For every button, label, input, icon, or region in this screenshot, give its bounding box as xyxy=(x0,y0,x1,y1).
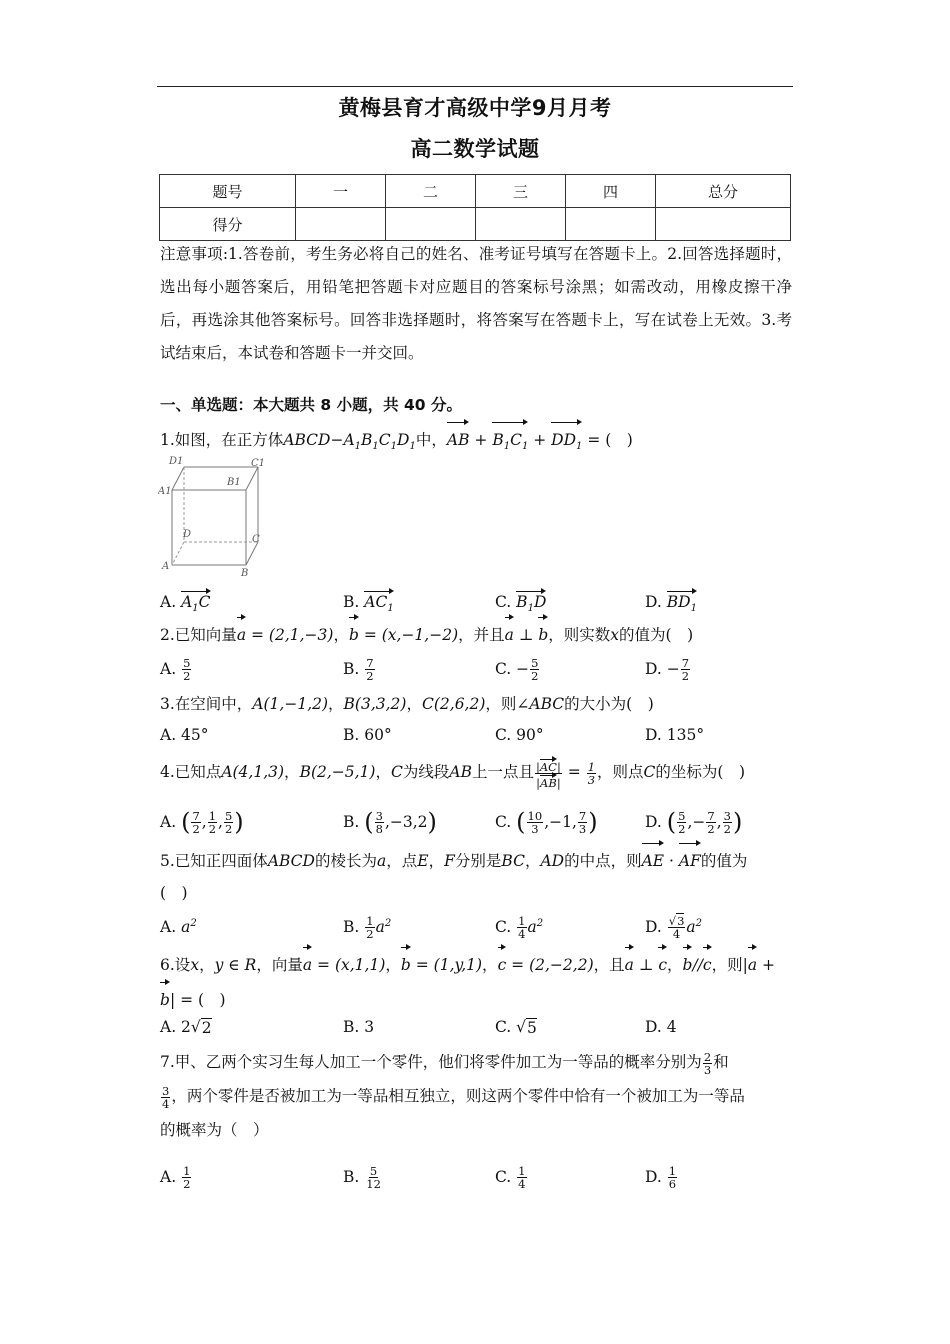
math-expr: A(4,1,3) xyxy=(221,763,285,781)
question-3-options xyxy=(160,718,800,752)
question-7 xyxy=(160,1045,792,1147)
math-expr: AB xyxy=(449,763,472,781)
math-expr: x xyxy=(190,956,200,974)
question-text: ，则 xyxy=(711,956,743,974)
question-5-options xyxy=(160,910,800,944)
math-expr: b//c xyxy=(683,956,712,974)
option-b[interactable]: B. 60° xyxy=(343,726,392,744)
math-expr: a xyxy=(377,852,387,870)
vertex-label: A1 xyxy=(158,486,172,497)
math-expr: b xyxy=(160,991,170,1009)
score-header-cell: 总分 xyxy=(656,175,791,208)
score-header-cell: 一 xyxy=(296,175,386,208)
vertex-label: B xyxy=(241,568,249,578)
question-1-options xyxy=(160,585,800,619)
question-text: ，两个零件是否被加工为一等品相互独立，则这两个零件中恰有一个被加工为一等品 xyxy=(171,1087,745,1105)
section-heading: 一、单选题：本大题共 8 小题，共 40 分。 xyxy=(160,396,462,414)
cube-figure xyxy=(158,452,270,578)
question-text: 的概率为（ ） xyxy=(160,1121,269,1139)
math-expr: a = (x,1,1) xyxy=(303,956,386,974)
score-table-score-row xyxy=(160,208,791,241)
option-b[interactable]: B. ( $\frac{3}{8}$ ,−3,2 ) xyxy=(343,808,437,836)
question-text: 的坐标为( ) xyxy=(655,763,746,781)
option-b[interactable]: B. $\frac{5}{12}$ xyxy=(343,1163,381,1191)
option-d[interactable]: D. − $\frac{7}{2}$ xyxy=(645,655,690,683)
score-header-cell: 题号 xyxy=(160,175,296,208)
question-text: 的大小为( ) xyxy=(564,695,654,713)
math-expr: AE · AF xyxy=(642,852,701,870)
option-b[interactable]: B. $\frac{1}{2}$ $a^2$ xyxy=(343,913,392,941)
question-6: 6.设x，y ∈ R，向量a = (x,1,1)，b = (1,y,1)，c = (2,−2,2)，且a ⊥ c，b//c，则|a + b| = ( ) xyxy=(160,946,792,1016)
question-text: 已知点 xyxy=(174,763,222,781)
math-expr: B(3,3,2) xyxy=(343,695,407,713)
math-expr: ∠ABC xyxy=(516,695,565,713)
question-text: 甲、乙两个实习生每人加工一个零件，他们将零件加工为一等品的概率分别为 xyxy=(174,1053,702,1071)
question-number: 3. xyxy=(160,695,175,713)
question-text: ，点 xyxy=(386,852,418,870)
question-text: ，并且 xyxy=(458,626,505,644)
option-c[interactable]: C. $B_1D$ xyxy=(495,585,546,619)
option-c[interactable]: C. 90° xyxy=(495,726,544,744)
question-6-options xyxy=(160,1010,800,1044)
question-text: ( ) xyxy=(160,884,188,902)
math-expr: a ⊥ b xyxy=(505,626,549,644)
question-text: 上一点且 xyxy=(471,763,534,781)
question-number: 2. xyxy=(160,626,175,644)
school-title: 黄梅县育才高级中学9月月考 xyxy=(338,96,612,120)
math-expr: C xyxy=(643,763,656,781)
math-expr: C(2,6,2) xyxy=(422,695,486,713)
question-text: | = ( ) xyxy=(169,991,226,1009)
option-d[interactable]: D. $\frac{√3}{4}$ $a^2$ xyxy=(645,913,703,941)
math-expr: A(1,−1,2) xyxy=(252,695,329,713)
math-expr: $ABCD-A_1B_1C_1D_1$ xyxy=(283,431,416,453)
option-c[interactable]: C. $\frac{1}{4}$ $a^2$ xyxy=(495,913,544,941)
question-text: 的值为 xyxy=(700,852,748,870)
question-number: 1. xyxy=(160,431,175,449)
option-d[interactable]: D. 135° xyxy=(645,726,705,744)
subject-title: 高二数学试题 xyxy=(410,137,540,161)
math-expr: BC xyxy=(501,852,525,870)
score-cell[interactable] xyxy=(386,208,476,241)
option-c[interactable]: C. √ 5 xyxy=(495,1018,537,1037)
question-4-options xyxy=(160,805,800,839)
question-5: 5.已知正四面体ABCD的棱长为a，点E，F分别是BC，AD的中点，则AE · AF的值为 ( ) xyxy=(160,842,792,909)
math-expr: a = (2,1,−3) xyxy=(237,626,334,644)
question-number: 6. xyxy=(160,956,175,974)
question-2-options xyxy=(160,652,800,686)
option-c[interactable]: C. ( $\frac{10}{3}$ ,−1, $\frac{7}{3}$ ) xyxy=(495,808,598,836)
math-expr: x xyxy=(610,626,620,644)
score-header-cell: 二 xyxy=(386,175,476,208)
math-expr: $\frac{3}{4}$ xyxy=(162,1083,170,1111)
question-text: ，且 xyxy=(593,956,625,974)
notice-text: 注意事项:1.答卷前，考生务必将自己的姓名、准考证号填写在答题卡上。2.回答选择题时，选出每小题答案后，用铅笔把答题卡对应题目的答案标号涂黑；如需改动，用橡皮擦干净后，再选涂其他答案标号。回答非选择题时，将答案写在答题卡上，写在试卷上无效。3.考试结束后，本试卷和答题卡一并交回。 xyxy=(160,245,792,362)
vertex-label: C xyxy=(252,534,260,545)
vertex-label: D1 xyxy=(169,456,184,467)
score-cell[interactable] xyxy=(656,208,791,241)
vertex-label: B1 xyxy=(227,477,241,488)
option-b[interactable]: B. 3 xyxy=(343,1018,375,1036)
question-text: 和 xyxy=(713,1053,729,1071)
math-expr: b = (x,−1,−2) xyxy=(349,626,458,644)
question-text: 在空间中， xyxy=(174,695,253,713)
question-text: 已知向量 xyxy=(174,626,237,644)
question-text: ，则点 xyxy=(597,763,644,781)
math-expr: b = (1,y,1) xyxy=(401,956,482,974)
question-number: 5. xyxy=(160,852,175,870)
vertex-label: C1 xyxy=(251,458,266,469)
score-cell[interactable] xyxy=(566,208,656,241)
math-expr: y ∈ R xyxy=(214,956,257,974)
score-header-cell: 三 xyxy=(476,175,566,208)
math-expr: E xyxy=(417,852,429,870)
math-expr: AB + $B_1C_1 + DD_1$ xyxy=(447,431,583,449)
option-a[interactable]: A. $\frac{5}{2}$ xyxy=(160,655,191,683)
question-text: ，向量 xyxy=(256,956,303,974)
math-expr: AD xyxy=(540,852,565,870)
math-expr: B(2,−5,1) xyxy=(299,763,376,781)
score-row-label: 得分 xyxy=(160,208,296,241)
question-number: 7. xyxy=(160,1053,175,1071)
question-text: 为线段 xyxy=(402,763,450,781)
question-text: 的值为( ) xyxy=(619,626,694,644)
option-d[interactable]: D. $\frac{1}{6}$ xyxy=(645,1163,677,1191)
question-text: ，则实数 xyxy=(548,626,611,644)
question-text: 已知正四面体 xyxy=(174,852,268,870)
math-expr: |a + xyxy=(743,956,775,974)
option-a[interactable]: A. ( $\frac{7}{2}$ , $\frac{1}{2}$ , $\frac{5}{2}$ ) xyxy=(160,808,244,836)
option-b[interactable]: B. $AC_1$ xyxy=(343,585,394,619)
option-c[interactable]: C. $\frac{1}{4}$ xyxy=(495,1163,526,1191)
vertex-label: D xyxy=(183,529,192,540)
question-text: 如图，在正方体 xyxy=(174,431,284,449)
option-a[interactable]: A. 45° xyxy=(160,726,209,744)
math-expr: F xyxy=(444,852,455,870)
option-d[interactable]: D. ( $\frac{5}{2}$ ,− $\frac{7}{2}$ , $\frac{3}{2}$ ) xyxy=(645,808,743,836)
question-4: 4.已知点A(4,1,3)，B(2,−5,1)，C为线段AB上一点且 $\frac{|AC|}{|AB|}$ = $\frac{1}{3}$ ，则点C的坐标为( ) xyxy=(160,759,746,790)
math-expr: ABCD xyxy=(267,852,315,870)
question-2: 2.已知向量a = (2,1,−3)，b = (x,−1,−2)，并且a ⊥ b，则实数x的值为( ) xyxy=(160,616,792,651)
math-expr: c = (2,−2,2) xyxy=(498,956,594,974)
option-a[interactable]: A. 2√ 2 xyxy=(160,1018,212,1037)
math-expr: $\frac{2}{3}$ xyxy=(703,1049,712,1077)
option-a[interactable]: A. $\frac{1}{2}$ xyxy=(160,1163,191,1191)
score-table-header-row xyxy=(160,175,791,208)
question-text: 中， xyxy=(415,431,447,449)
question-text: 的棱长为 xyxy=(314,852,377,870)
option-d[interactable]: D. $BD_1$ xyxy=(645,585,697,619)
question-text: 分别是 xyxy=(454,852,502,870)
question-3: 3.在空间中，A(1,−1,2)，B(3,3,2)，C(2,6,2)，则∠ABC的大小为( ) xyxy=(160,695,654,713)
option-c[interactable]: C. − $\frac{5}{2}$ xyxy=(495,655,539,683)
option-a[interactable]: A. $A_1C$ xyxy=(160,585,211,619)
vertex-label: A xyxy=(162,561,170,572)
top-rule xyxy=(157,86,793,87)
option-d[interactable]: D. 4 xyxy=(645,1018,677,1036)
question-number: 4. xyxy=(160,763,175,781)
math-expr: $\frac{|AC|}{|AB|}$ = $\frac{1}{3}$ xyxy=(536,759,596,790)
math-expr: C xyxy=(391,763,403,781)
option-b[interactable]: B. $\frac{7}{2}$ xyxy=(343,655,374,683)
option-a[interactable]: A. $a^2$ xyxy=(160,917,197,937)
question-text: 的中点，则 xyxy=(564,852,642,870)
score-cell[interactable] xyxy=(476,208,566,241)
score-table xyxy=(159,174,791,241)
question-text: 设 xyxy=(174,956,191,974)
question-1: 1.如图，在正方体$ABCD-A_1B_1C_1D_1$中，AB + $B_1C_1 + DD_1$ = ( ) xyxy=(160,421,792,463)
score-header-cell: 四 xyxy=(566,175,656,208)
question-7-options xyxy=(160,1160,800,1194)
math-expr: a ⊥ c xyxy=(625,956,667,974)
score-cell[interactable] xyxy=(296,208,386,241)
